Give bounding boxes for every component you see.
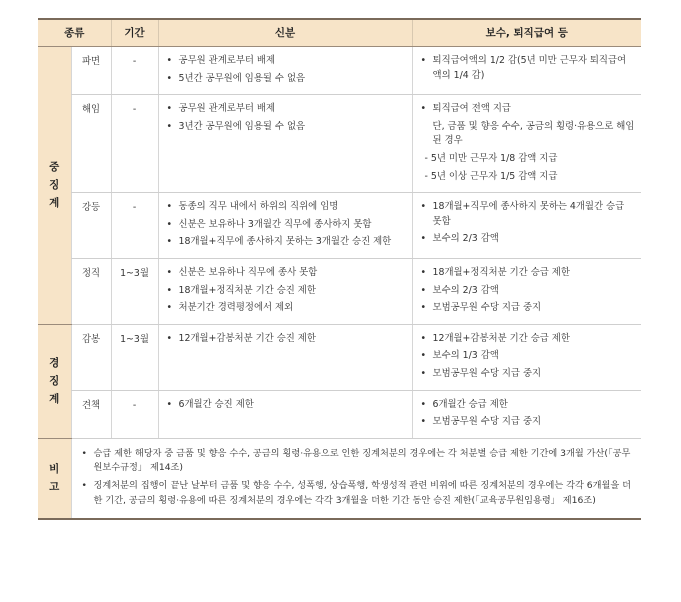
- pay-item: • 모범공무원 수당 지급 중지: [419, 415, 636, 430]
- header-row: [38, 19, 641, 47]
- table-row: [38, 258, 641, 324]
- header-type: 종류: [38, 19, 111, 47]
- pay-item: • 모범공무원 수당 지급 중지: [419, 367, 636, 382]
- discipline-table: [38, 18, 641, 520]
- row-name: 강등: [71, 193, 111, 259]
- table-row: [38, 390, 641, 438]
- status-item: • 18개월+정직처분 기간 승진 제한: [165, 284, 406, 299]
- row-name: 해임: [71, 95, 111, 193]
- row-period: -: [111, 47, 158, 95]
- status-item: • 신분은 보유하나 3개월간 직무에 종사하지 못함: [165, 218, 406, 233]
- row-period: 1~3월: [111, 324, 158, 390]
- row-status: [158, 324, 412, 390]
- status-item: • 공무원 관계로부터 배제: [165, 54, 406, 69]
- header-pay: 보수, 퇴직급여 등: [412, 19, 641, 47]
- row-pay: [412, 95, 641, 193]
- pay-item: - 5년 미만 근무자 1/8 감액 지급: [424, 152, 558, 164]
- row-status: [158, 390, 412, 438]
- status-item: • 6개월간 승진 제한: [165, 398, 406, 413]
- table-row: [38, 193, 641, 259]
- pay-item: • 18개월+정직처분 기간 승급 제한: [419, 266, 636, 281]
- table-row: [38, 47, 641, 95]
- pay-item: • 보수의 2/3 감액: [419, 284, 636, 299]
- note-item: • 징계처분의 집행이 끝난 날부터 금품 및 향응 수수, 성폭행, 상습폭행, 학생성적 관련 비위에 따른 징계처분의 경우에는 각각 6개월을 더한 기간, 공금의 횡령·유용에 따른 징계처분의 경우에는 각각 3개월을 더한 기간 동안 승진 제한(「교육공무원임용령」 제16조): [82, 479, 634, 509]
- row-name: 감봉: [71, 324, 111, 390]
- row-name: 정직: [71, 258, 111, 324]
- row-period: -: [111, 95, 158, 193]
- row-pay: [412, 47, 641, 95]
- pay-item: • 보수의 2/3 감액: [419, 232, 636, 247]
- table-row: [38, 324, 641, 390]
- table-row: [38, 95, 641, 193]
- group-heavy: 중 징 계: [38, 47, 71, 325]
- pay-item: 단, 금품 및 향응 수수, 공금의 횡령·유용으로 해임된 경우: [432, 120, 635, 147]
- row-pay: [412, 390, 641, 438]
- row-status: [158, 95, 412, 193]
- status-item: • 12개월+감봉처분 기간 승진 제한: [165, 332, 406, 347]
- pay-item: • 퇴직급여 전액 지급: [419, 102, 636, 117]
- row-name: 파면: [71, 47, 111, 95]
- row-status: [158, 193, 412, 259]
- row-status: [158, 47, 412, 95]
- pay-item: • 퇴직급여액의 1/2 감(5년 미만 근무자 퇴직급여액의 1/4 감): [419, 54, 636, 83]
- status-item: • 5년간 공무원에 임용될 수 없음: [165, 72, 406, 87]
- row-pay: [412, 258, 641, 324]
- status-item: • 처분기간 경력평정에서 제외: [165, 301, 406, 316]
- status-item: • 동종의 직무 내에서 하위의 직위에 임명: [165, 200, 406, 215]
- header-period: 기간: [111, 19, 158, 47]
- row-period: -: [111, 193, 158, 259]
- pay-item: • 6개월간 승급 제한: [419, 398, 636, 413]
- status-item: • 공무원 관계로부터 배제: [165, 102, 406, 117]
- status-item: • 18개월+직무에 종사하지 못하는 3개월간 승진 제한: [165, 235, 406, 250]
- pay-item: • 18개월+직무에 종사하지 못하는 4개월간 승급 못함: [419, 200, 636, 229]
- notes-row: [38, 438, 641, 519]
- status-item: • 3년간 공무원에 임용될 수 없음: [165, 120, 406, 135]
- header-status: 신분: [158, 19, 412, 47]
- row-period: 1~3월: [111, 258, 158, 324]
- row-name: 견책: [71, 390, 111, 438]
- discipline-table-container: [38, 18, 641, 520]
- pay-item: • 12개월+감봉처분 기간 승급 제한: [419, 332, 636, 347]
- row-pay: [412, 324, 641, 390]
- pay-item: • 모범공무원 수당 지급 중지: [419, 301, 636, 316]
- group-light: 경 징 계: [38, 324, 71, 438]
- row-status: [158, 258, 412, 324]
- row-period: -: [111, 390, 158, 438]
- group-note: 비 고: [38, 438, 71, 519]
- row-pay: [412, 193, 641, 259]
- pay-item: • 보수의 1/3 감액: [419, 349, 636, 364]
- notes-cell: [71, 438, 641, 519]
- status-item: • 신분은 보유하나 직무에 종사 못함: [165, 266, 406, 281]
- note-item: • 승급 제한 해당자 중 금품 및 향응 수수, 공금의 횡령·유용으로 인한 징계처분의 경우에는 각 처분별 승급 제한 기간에 3개월 가산(「공무원보수규정」 제14조): [82, 447, 634, 477]
- pay-item: - 5년 이상 근무자 1/5 감액 지급: [424, 170, 558, 182]
